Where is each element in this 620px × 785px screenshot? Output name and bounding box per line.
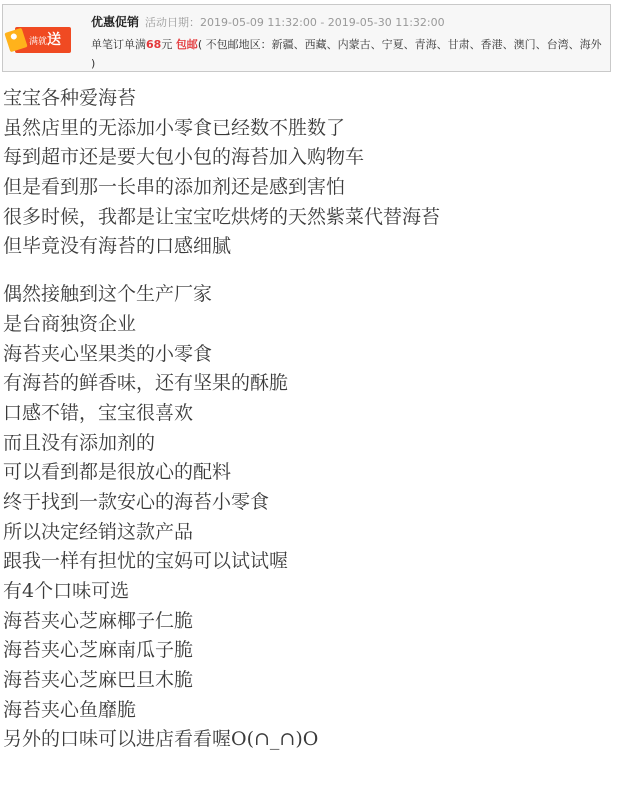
- paragraph-1: [3, 84, 613, 262]
- text-line: 是台商独资企业: [3, 312, 137, 335]
- badge-text: 满就送: [29, 32, 62, 48]
- text-line: 宝宝各种爱海苔: [3, 87, 137, 109]
- paragraph-gap: [3, 262, 613, 280]
- text-line: 但毕竟没有海苔的口感细腻: [3, 235, 232, 258]
- tag-icon: [4, 28, 27, 53]
- promo-title: 优惠促销: [91, 15, 140, 29]
- text-line: 海苔夹心芝麻巴旦木脆: [3, 669, 194, 692]
- text-line: 口感不错，宝宝很喜欢: [3, 401, 194, 424]
- promotion-banner: [2, 4, 611, 72]
- text-line: 而且没有添加剂的: [3, 431, 156, 454]
- paragraph-2: [3, 280, 613, 755]
- text-line: 有海苔的鲜香味，还有坚果的酥脆: [3, 372, 289, 395]
- promo-date: 活动日期：2019-05-09 11:32:00 - 2019-05-30 11:32:00: [145, 16, 445, 29]
- text-line: 海苔夹心鱼靡脆: [3, 698, 137, 721]
- product-description: [3, 84, 613, 755]
- promo-description: 单笔订单满68元 包邮( 不包邮地区：新疆、西藏、内蒙古、宁夏、青海、甘肃、香港、澳门、台湾、海外 ): [91, 38, 602, 70]
- text-line: 偶然接触到这个生产厂家: [3, 283, 213, 306]
- text-line: 但是看到那一长串的添加剂还是感到害怕: [3, 176, 346, 199]
- text-line: 海苔夹心坚果类的小零食: [3, 342, 213, 365]
- text-line: 每到超市还是要大包小包的海苔加入购物车: [3, 146, 365, 169]
- text-line: 所以决定经销这款产品: [3, 520, 194, 543]
- text-line: 有4个口味可选: [3, 580, 130, 602]
- promo-amount: 68: [146, 38, 162, 51]
- text-line: 虽然店里的无添加小零食已经数不胜数了: [3, 116, 346, 139]
- text-line: 海苔夹心芝麻南瓜子脆: [3, 639, 194, 662]
- text-line: 跟我一样有担忧的宝妈可以试试喔: [3, 550, 289, 573]
- text-line: 另外的口味可以进店看看喔O(∩_∩)O: [3, 728, 319, 751]
- free-shipping-label: 包邮: [175, 38, 198, 51]
- text-line: 终于找到一款安心的海苔小零食: [3, 490, 270, 513]
- text-line: 可以看到都是很放心的配料: [3, 461, 232, 484]
- promo-badge: [15, 27, 71, 53]
- text-line: 很多时候，我都是让宝宝吃烘烤的天然紫菜代替海苔: [3, 205, 441, 228]
- text-line: 海苔夹心芝麻椰子仁脆: [3, 609, 194, 632]
